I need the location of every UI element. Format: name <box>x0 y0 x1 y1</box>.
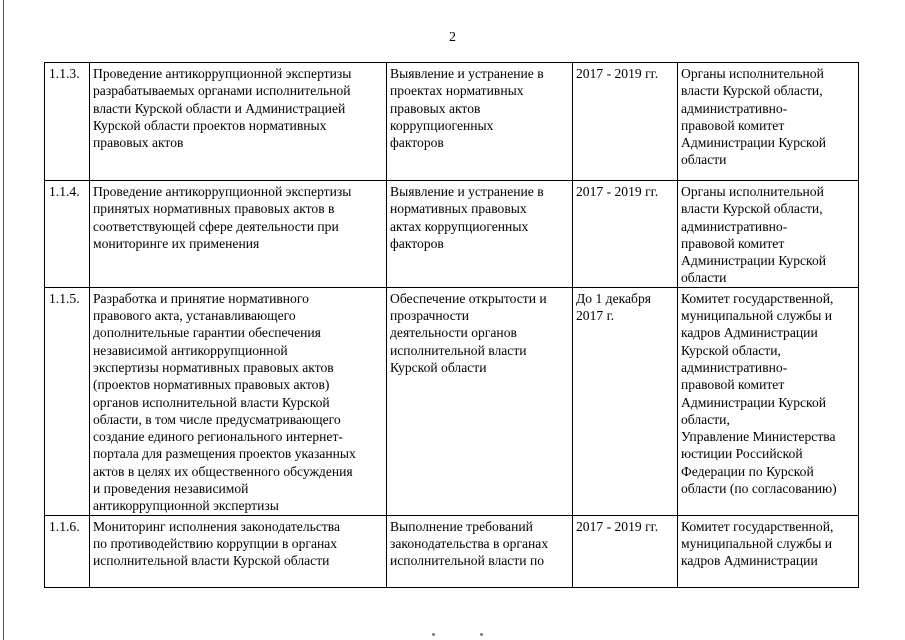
responsible-cell: Комитет государственной, муниципальной службы и кадров Администрации Курской области, административно- правовой комитет Администрации Курской области, Управление Министерства юстиции Российской Федерации по Курской области (по согласованию) <box>678 287 859 515</box>
table-row <box>45 181 859 288</box>
scan-edge-line <box>3 0 4 640</box>
item-number: 1.1.3. <box>45 63 90 181</box>
responsible-cell: Органы исполнительной власти Курской области, административно- правовой комитет Администрации Курской области <box>678 63 859 181</box>
page-number: 2 <box>449 30 456 45</box>
activity-cell: Разработка и принятие нормативного правового акта, устанавливающего дополнительные гарантии обеспечения независимой антикоррупционной экспертизы нормативных правовых актов (проектов нормативных правовых актов) органов исполнительной власти Курской области, в том числе предусматривающего создание единого регионального интернет- портала для размещения проектов указанных актов в целях их общественного обсуждения и проведения независимой антикоррупционной экспертизы <box>90 287 387 515</box>
item-number: 1.1.5. <box>45 287 90 515</box>
term-cell: 2017 - 2019 гг. <box>573 181 678 288</box>
result-cell: Выявление и устранение в нормативных правовых актах коррупциогенных факторов <box>387 181 573 288</box>
item-number: 1.1.4. <box>45 181 90 288</box>
scan-artifact-marks <box>430 633 490 636</box>
item-number: 1.1.6. <box>45 515 90 587</box>
responsible-cell: Органы исполнительной власти Курской области, административно- правовой комитет Администрации Курской области <box>678 181 859 288</box>
responsible-cell: Комитет государственной, муниципальной службы и кадров Администрации <box>678 515 859 587</box>
table-row <box>45 63 859 181</box>
term-cell: 2017 - 2019 гг. <box>573 63 678 181</box>
term-cell: 2017 - 2019 гг. <box>573 515 678 587</box>
activity-cell: Проведение антикоррупционной экспертизы принятых нормативных правовых актов в соответствующей сфере деятельности при мониторинге их применения <box>90 181 387 288</box>
activity-cell: Проведение антикоррупционной экспертизы разрабатываемых органами исполнительной власти Курской области и Администрацией Курской области проектов нормативных правовых актов <box>90 63 387 181</box>
table-row <box>45 515 859 587</box>
table-row <box>45 287 859 515</box>
term-cell: До 1 декабря 2017 г. <box>573 287 678 515</box>
result-cell: Обеспечение открытости и прозрачности деятельности органов исполнительной власти Курской области <box>387 287 573 515</box>
result-cell: Выполнение требований законодательства в органах исполнительной власти по <box>387 515 573 587</box>
result-cell: Выявление и устранение в проектах нормативных правовых актов коррупциогенных факторов <box>387 63 573 181</box>
action-plan-table <box>44 62 859 588</box>
activity-cell: Мониторинг исполнения законодательства по противодействию коррупции в органах исполнительной власти Курской области <box>90 515 387 587</box>
